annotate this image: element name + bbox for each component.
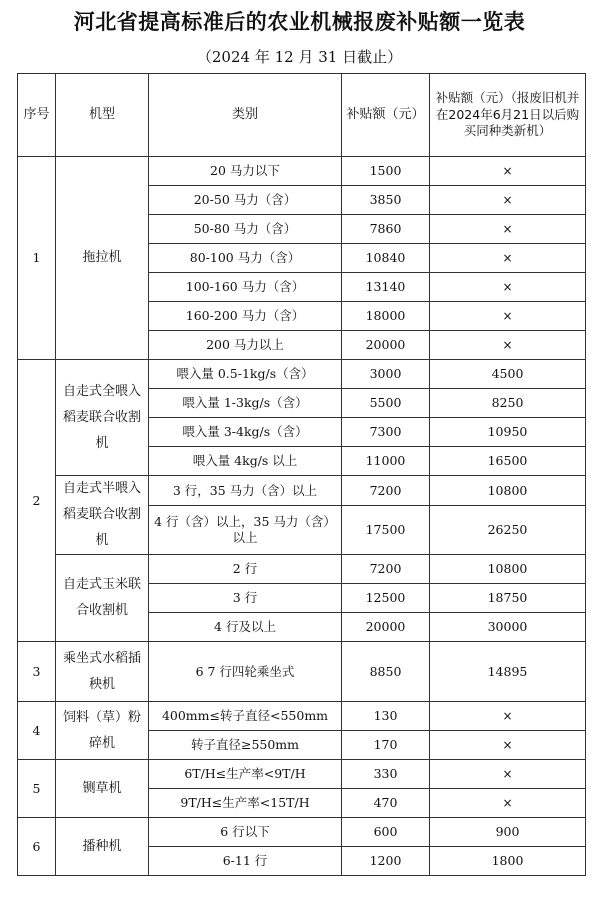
subsidy-new-cell: × [430, 331, 586, 360]
category-cell: 6 行以下 [149, 818, 342, 847]
subsidy-new-cell: 26250 [430, 505, 586, 554]
header-subsidy: 补贴额（元） [342, 74, 430, 157]
category-cell: 160-200 马力（含） [149, 302, 342, 331]
subsidy-cell: 470 [342, 789, 430, 818]
subsidy-cell: 130 [342, 702, 430, 731]
category-cell: 100-160 马力（含） [149, 273, 342, 302]
machine-type: 饲料（草）粉碎机 [56, 702, 149, 760]
subsidy-table [17, 73, 586, 876]
category-cell: 转子直径≥550mm [149, 731, 342, 760]
category-cell: 3 行 [149, 584, 342, 613]
table-row [18, 555, 586, 584]
subsidy-new-cell: × [430, 215, 586, 244]
page-title: 河北省提高标准后的农业机械报废补贴额一览表 [73, 10, 526, 34]
subsidy-new-cell: 10800 [430, 555, 586, 584]
category-cell: 喂入量 1-3kg/s（含） [149, 389, 342, 418]
category-cell: 6T/H≤生产率<9T/H [149, 760, 342, 789]
subsidy-cell: 7860 [342, 215, 430, 244]
category-cell: 3 行，35 马力（含）以上 [149, 476, 342, 506]
table-row [18, 157, 586, 186]
table-row [18, 702, 586, 731]
category-cell: 9T/H≤生产率<15T/H [149, 789, 342, 818]
subsidy-new-cell: 14895 [430, 642, 586, 702]
subsidy-new-cell: × [430, 273, 586, 302]
category-cell: 喂入量 4kg/s 以上 [149, 447, 342, 476]
category-cell: 6 7 行四轮乘坐式 [149, 642, 342, 702]
subsidy-cell: 5500 [342, 389, 430, 418]
subsidy-new-cell: × [430, 731, 586, 760]
category-cell: 400mm≤转子直径<550mm [149, 702, 342, 731]
category-cell: 4 行（含）以上，35 马力（含）以上 [149, 505, 342, 554]
category-cell: 50-80 马力（含） [149, 215, 342, 244]
subsidy-new-cell: × [430, 789, 586, 818]
subsidy-cell: 170 [342, 731, 430, 760]
machine-type: 播种机 [56, 818, 149, 876]
table-row [18, 360, 586, 389]
subsidy-new-cell: 900 [430, 818, 586, 847]
subsidy-new-cell: × [430, 186, 586, 215]
subsidy-new-cell: × [430, 302, 586, 331]
machine-type: 自走式半喂入稻麦联合收割机 [56, 476, 149, 555]
subsidy-cell: 10840 [342, 244, 430, 273]
subsidy-new-cell: 10950 [430, 418, 586, 447]
row-number: 6 [18, 818, 56, 876]
machine-type: 乘坐式水稻插秧机 [56, 642, 149, 702]
subsidy-new-cell: 16500 [430, 447, 586, 476]
machine-type: 自走式玉米联合收割机 [56, 555, 149, 642]
page-subtitle: （2024 年 12 月 31 日截止） [196, 48, 403, 66]
machine-type: 铡草机 [56, 760, 149, 818]
subsidy-cell: 7200 [342, 476, 430, 506]
category-cell: 20-50 马力（含） [149, 186, 342, 215]
row-number: 3 [18, 642, 56, 702]
table-row [18, 642, 586, 702]
subsidy-cell: 3000 [342, 360, 430, 389]
subsidy-cell: 13140 [342, 273, 430, 302]
header-type: 机型 [56, 74, 149, 157]
machine-type: 自走式全喂入稻麦联合收割机 [56, 360, 149, 476]
table-row [18, 760, 586, 789]
table-header-row [18, 74, 586, 157]
subsidy-cell: 20000 [342, 331, 430, 360]
subsidy-cell: 3850 [342, 186, 430, 215]
subsidy-new-cell: 10800 [430, 476, 586, 506]
subsidy-new-cell: × [430, 702, 586, 731]
category-cell: 20 马力以下 [149, 157, 342, 186]
subsidy-new-cell: 18750 [430, 584, 586, 613]
header-category: 类别 [149, 74, 342, 157]
subsidy-new-cell: 1800 [430, 847, 586, 876]
subsidy-cell: 600 [342, 818, 430, 847]
category-cell: 2 行 [149, 555, 342, 584]
subsidy-new-cell: × [430, 157, 586, 186]
table-row [18, 818, 586, 847]
subsidy-new-cell: × [430, 244, 586, 273]
subsidy-cell: 330 [342, 760, 430, 789]
subsidy-cell: 7300 [342, 418, 430, 447]
subsidy-new-cell: × [430, 760, 586, 789]
row-number: 2 [18, 360, 56, 642]
subsidy-cell: 8850 [342, 642, 430, 702]
subsidy-new-cell: 30000 [430, 613, 586, 642]
subsidy-cell: 18000 [342, 302, 430, 331]
subsidy-new-cell: 8250 [430, 389, 586, 418]
subsidy-cell: 20000 [342, 613, 430, 642]
table-row [18, 476, 586, 506]
row-number: 4 [18, 702, 56, 760]
subsidy-new-cell: 4500 [430, 360, 586, 389]
category-cell: 200 马力以上 [149, 331, 342, 360]
subsidy-cell: 1200 [342, 847, 430, 876]
header-subsidy-new: 补贴额（元）（报废旧机并在2024年6月21日以后购买同种类新机） [430, 74, 586, 157]
row-number: 1 [18, 157, 56, 360]
machine-type: 拖拉机 [56, 157, 149, 360]
category-cell: 6-11 行 [149, 847, 342, 876]
category-cell: 4 行及以上 [149, 613, 342, 642]
row-number: 5 [18, 760, 56, 818]
subsidy-cell: 12500 [342, 584, 430, 613]
category-cell: 喂入量 0.5-1kg/s（含） [149, 360, 342, 389]
subsidy-cell: 1500 [342, 157, 430, 186]
subsidy-cell: 11000 [342, 447, 430, 476]
subsidy-cell: 17500 [342, 505, 430, 554]
category-cell: 80-100 马力（含） [149, 244, 342, 273]
subsidy-cell: 7200 [342, 555, 430, 584]
category-cell: 喂入量 3-4kg/s（含） [149, 418, 342, 447]
header-no: 序号 [18, 74, 56, 157]
